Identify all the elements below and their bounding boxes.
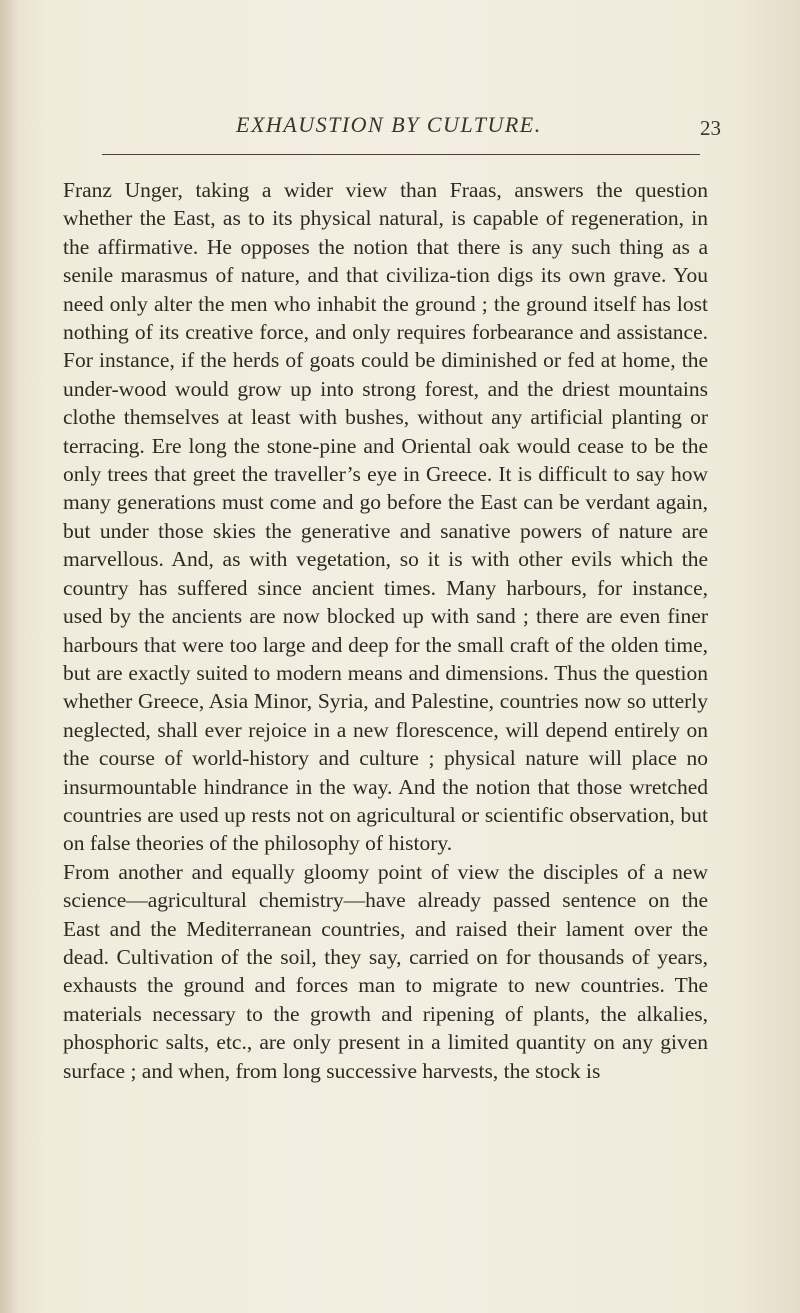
page-header: [0, 112, 800, 152]
body-text: [63, 176, 708, 1085]
page-number: 23: [700, 116, 721, 140]
header-rule: [102, 154, 700, 155]
page-gutter-shadow: [0, 0, 18, 1313]
paragraph-1: Franz Unger, taking a wider view than Fraas, answers the question whether the East, as to its physical natural, is capable of regeneration, in the affirmative. He opposes the notion that there is any such thing as a senile marasmus of nature, and that civiliza-tion digs its own grave. You need only alter the men who inhabit the ground ; the ground itself has lost nothing of its creative force, and only requires forbearance and assistance. For instance, if the herds of goats could be diminished or fed at home, the under-wood would grow up into strong forest, and the driest mountains clothe themselves at least with bushes, without any artificial planting or terracing. Ere long the stone-pine and Oriental oak would cease to be the only trees that greet the traveller’s eye in Greece. It is difficult to say how many generations must come and go before the East can be verdant again, but under those skies the generative and sanative powers of nature are marvellous. And, as with vegetation, so it is with other evils which the country has suffered since ancient times. Many harbours, for instance, used by the ancients are now blocked up with sand ; there are even finer harbours that were too large and deep for the small craft of the olden time, but are exactly suited to modern means and dimensions. Thus the question whether Greece, Asia Minor, Syria, and Palestine, countries now so utterly neglected, shall ever rejoice in a new florescence, will depend entirely on the course of world-history and culture ; physical nature will place no insurmountable hindrance in the way. And the notion that those wretched countries are used up rests not on agricultural or scientific observation, but on false theories of the philosophy of history.: [63, 178, 708, 856]
running-title: EXHAUSTION BY CULTURE.: [236, 112, 542, 137]
paragraph-2: From another and equally gloomy point of view the disciples of a new science—agricultural chemistry—have already passed sentence on the East and the Mediterranean countries, and raised their lament over the dead. Cultivation of the soil, they say, carried on for thousands of years, exhausts the ground and forces man to migrate to new countries. The materials necessary to the growth and ripening of plants, the alkalies, phosphoric salts, etc., are only present in a limited quantity on any given surface ; and when, from long successive harvests, the stock is: [63, 859, 708, 1083]
